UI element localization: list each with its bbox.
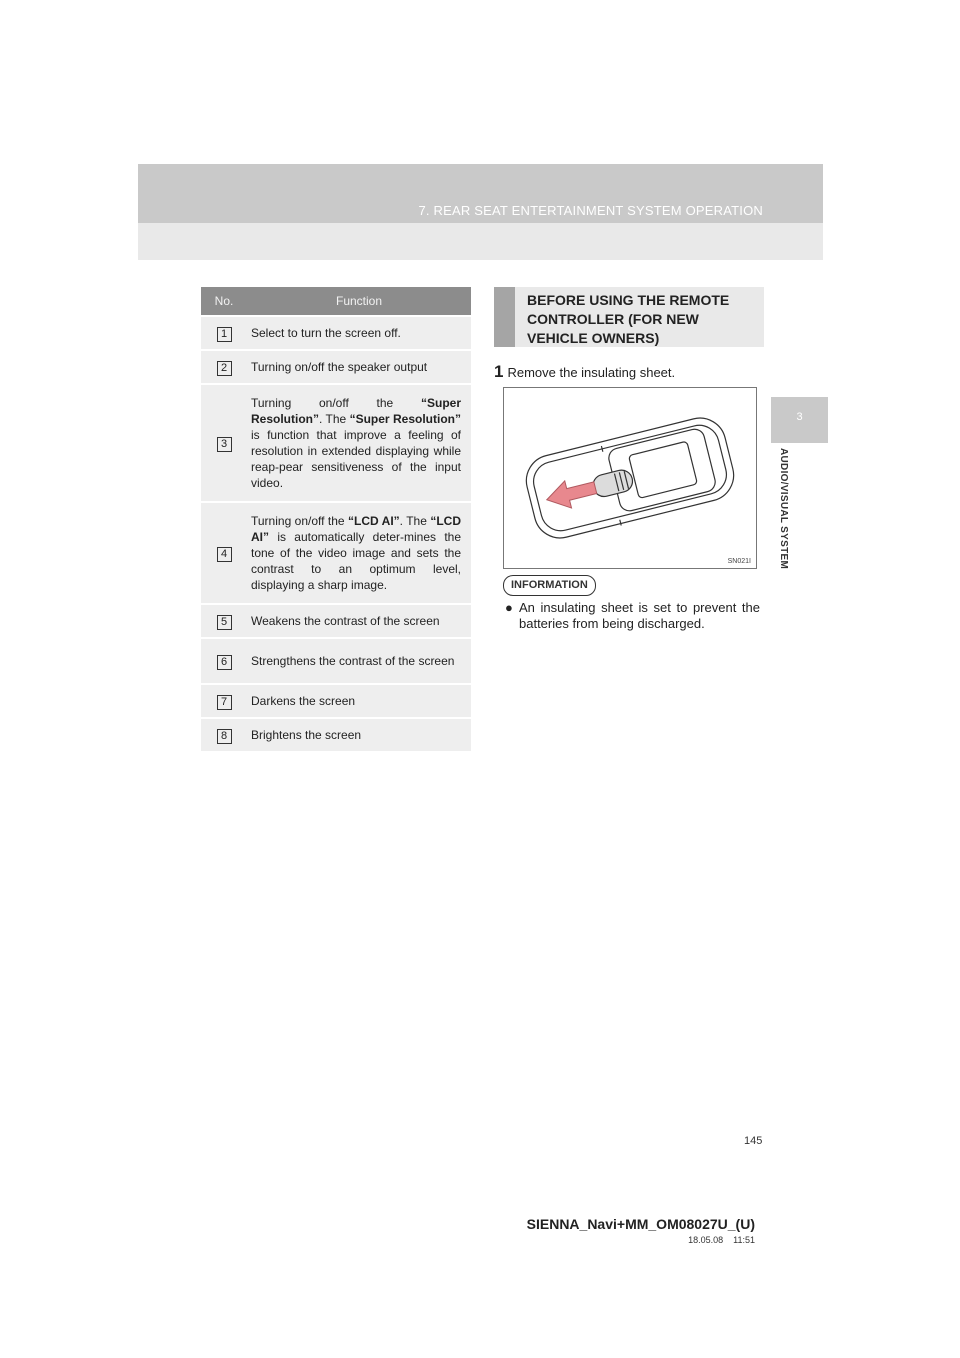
print-timestamp xyxy=(640,1235,755,1245)
row-number-badge: 2 xyxy=(217,361,232,376)
table-row xyxy=(201,638,471,684)
table-row xyxy=(201,316,471,350)
section-heading-bar xyxy=(494,287,515,347)
table-row xyxy=(201,502,471,604)
chapter-label: AUDIO/VISUAL SYSTEM xyxy=(778,448,789,570)
remote-controller-illustration xyxy=(503,387,757,569)
information-note xyxy=(505,600,760,632)
function-table xyxy=(201,287,471,751)
print-time: 11:51 xyxy=(733,1235,755,1245)
row-number-badge: 3 xyxy=(217,437,232,452)
table-header-row xyxy=(201,287,471,316)
row-function: Turning on/off the speaker output xyxy=(247,350,471,384)
illustration-code: SN021I xyxy=(727,558,751,565)
row-number-badge: 6 xyxy=(217,655,232,670)
row-number-badge: 8 xyxy=(217,729,232,744)
information-text: An insulating sheet is set to prevent the batteries from being discharged. xyxy=(519,600,760,631)
bullet-icon: ● xyxy=(505,600,513,615)
row-number-badge: 1 xyxy=(217,327,232,342)
table-row xyxy=(201,604,471,638)
step-text: Remove the insulating sheet. xyxy=(507,365,676,380)
print-date: 18.05.08 xyxy=(688,1235,724,1245)
information-label: INFORMATION xyxy=(503,575,596,596)
row-function: Darkens the screen xyxy=(247,684,471,718)
step-number: 1 xyxy=(494,362,504,381)
row-number-badge: 5 xyxy=(217,615,232,630)
row-function: Brightens the screen xyxy=(247,718,471,751)
step-instruction xyxy=(494,362,675,382)
section-heading-box xyxy=(494,287,764,347)
row-function: Turning on/off the “Super Resolution”. The “Super Resolution” is function that improve a feeling of resolution in extended displaying while reap-pear sensitiveness of the input video. xyxy=(247,384,471,502)
page-number: 145 xyxy=(744,1135,763,1147)
table-row xyxy=(201,718,471,751)
column-header-no: No. xyxy=(201,287,247,316)
column-header-function: Function xyxy=(247,287,471,316)
document-code: SIENNA_Navi+MM_OM08027U_(U) xyxy=(526,1216,755,1232)
table-row xyxy=(201,684,471,718)
row-number-badge: 4 xyxy=(217,547,232,562)
row-number-badge: 7 xyxy=(217,695,232,710)
row-function: Turning on/off the “LCD AI”. The “LCD AI” is automatically deter-mines the tone of the video image and sets the contrast to an optimum level, displaying a sharp image. xyxy=(247,502,471,604)
section-title: 7. REAR SEAT ENTERTAINMENT SYSTEM OPERATION xyxy=(418,203,763,218)
remote-controller-icon xyxy=(504,388,756,568)
header-band xyxy=(138,164,823,260)
table-row xyxy=(201,350,471,384)
section-heading: BEFORE USING THE REMOTE CONTROLLER (FOR NEW VEHICLE OWNERS) xyxy=(527,292,730,346)
chapter-number: 3 xyxy=(796,411,803,423)
row-function: Select to turn the screen off. xyxy=(247,316,471,350)
row-function: Strengthens the contrast of the screen xyxy=(247,638,471,684)
chapter-tab xyxy=(771,397,828,443)
table-row xyxy=(201,384,471,502)
header-top-bar xyxy=(138,164,823,223)
row-function: Weakens the contrast of the screen xyxy=(247,604,471,638)
